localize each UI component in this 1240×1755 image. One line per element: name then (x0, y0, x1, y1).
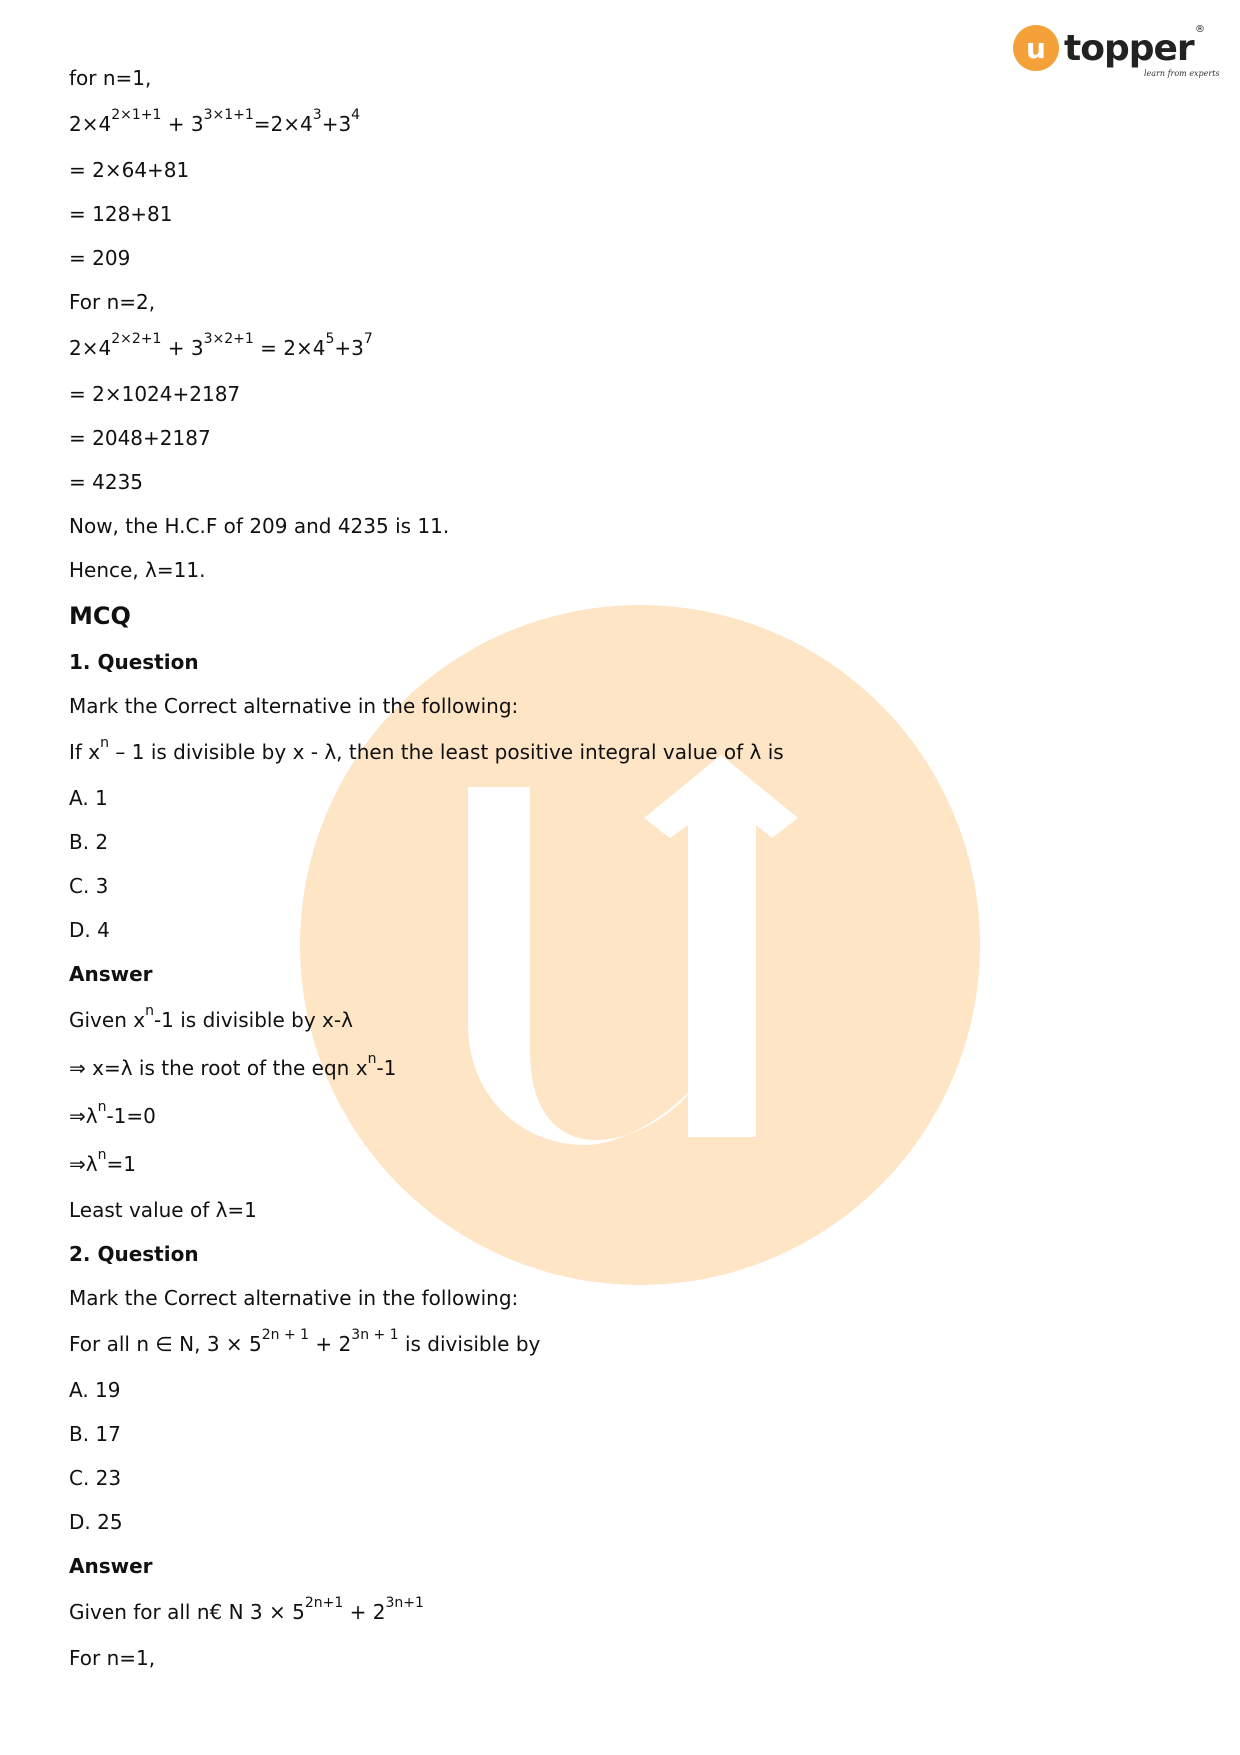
solution-line: ⇒λ $^n$ -1=0 (69, 1099, 156, 1128)
solution-line: Given x $^n$ -1 is divisible by x-λ (69, 1003, 353, 1032)
question-title: 1. Question (69, 650, 199, 674)
text-line: for n=1, (69, 66, 152, 90)
math-line: 2×4 $^{2\times 2+1}$ + 3 $^{3\times 2+1}$ = 2×4 $^5$ +3 $^7$ (69, 331, 373, 360)
option-c: C. 3 (69, 874, 109, 898)
text-line: Hence, λ=11. (69, 558, 206, 582)
logo-letter: u (1026, 32, 1046, 65)
option-b: B. 2 (69, 830, 109, 854)
question-prompt: Mark the Correct alternative in the following: (69, 1286, 519, 1310)
question-stem: If x $^n$ – 1 is divisible by x - λ, then the least positive integral value of λ is (69, 735, 784, 764)
logo-registered-mark: ® (1195, 24, 1205, 35)
solution-line: ⇒ x=λ is the root of the eqn x $^n$ -1 (69, 1051, 397, 1080)
text-line: = 128+81 (69, 202, 173, 226)
section-heading-mcq: MCQ (69, 601, 131, 630)
question-title: 2. Question (69, 1242, 199, 1266)
text-line: = 209 (69, 246, 131, 270)
question-stem: For all n ∈ N, 3 × 5 $^{2n + 1}$ + 2 $^{3n + 1}$ is divisible by (69, 1327, 541, 1356)
text-line: = 4235 (69, 470, 144, 494)
math-line: 2×4 $^{2\times 1+1}$ + 3 $^{3\times 1+1}$ =2×4 $^3$ +3 $^4$ (69, 107, 361, 136)
solution-line: Least value of λ=1 (69, 1198, 257, 1222)
solution-line: Given for all n€ N 3 × 5 $^{2n+1}$ + 2 $^{3n+1}$ (69, 1595, 424, 1624)
option-a: A. 19 (69, 1378, 121, 1402)
solution-line: ⇒λ $^n$ =1 (69, 1147, 136, 1176)
option-b: B. 17 (69, 1422, 121, 1446)
option-a: A. 1 (69, 786, 108, 810)
option-c: C. 23 (69, 1466, 122, 1490)
logo-tagline: learn from experts (1144, 69, 1220, 78)
logo-wordmark: topper (1064, 28, 1194, 69)
text-line: = 2×1024+2187 (69, 382, 241, 406)
answer-label: Answer (69, 1554, 153, 1578)
question-prompt: Mark the Correct alternative in the following: (69, 694, 519, 718)
document-body (69, 56, 1169, 1680)
text-line: = 2×64+81 (69, 158, 190, 182)
text-line: For n=2, (69, 290, 156, 314)
option-d: D. 4 (69, 918, 110, 942)
text-line: Now, the H.C.F of 209 and 4235 is 11. (69, 514, 450, 538)
option-d: D. 25 (69, 1510, 123, 1534)
brand-logo (1010, 20, 1220, 84)
solution-line: For n=1, (69, 1646, 156, 1670)
text-line: = 2048+2187 (69, 426, 211, 450)
answer-label: Answer (69, 962, 153, 986)
